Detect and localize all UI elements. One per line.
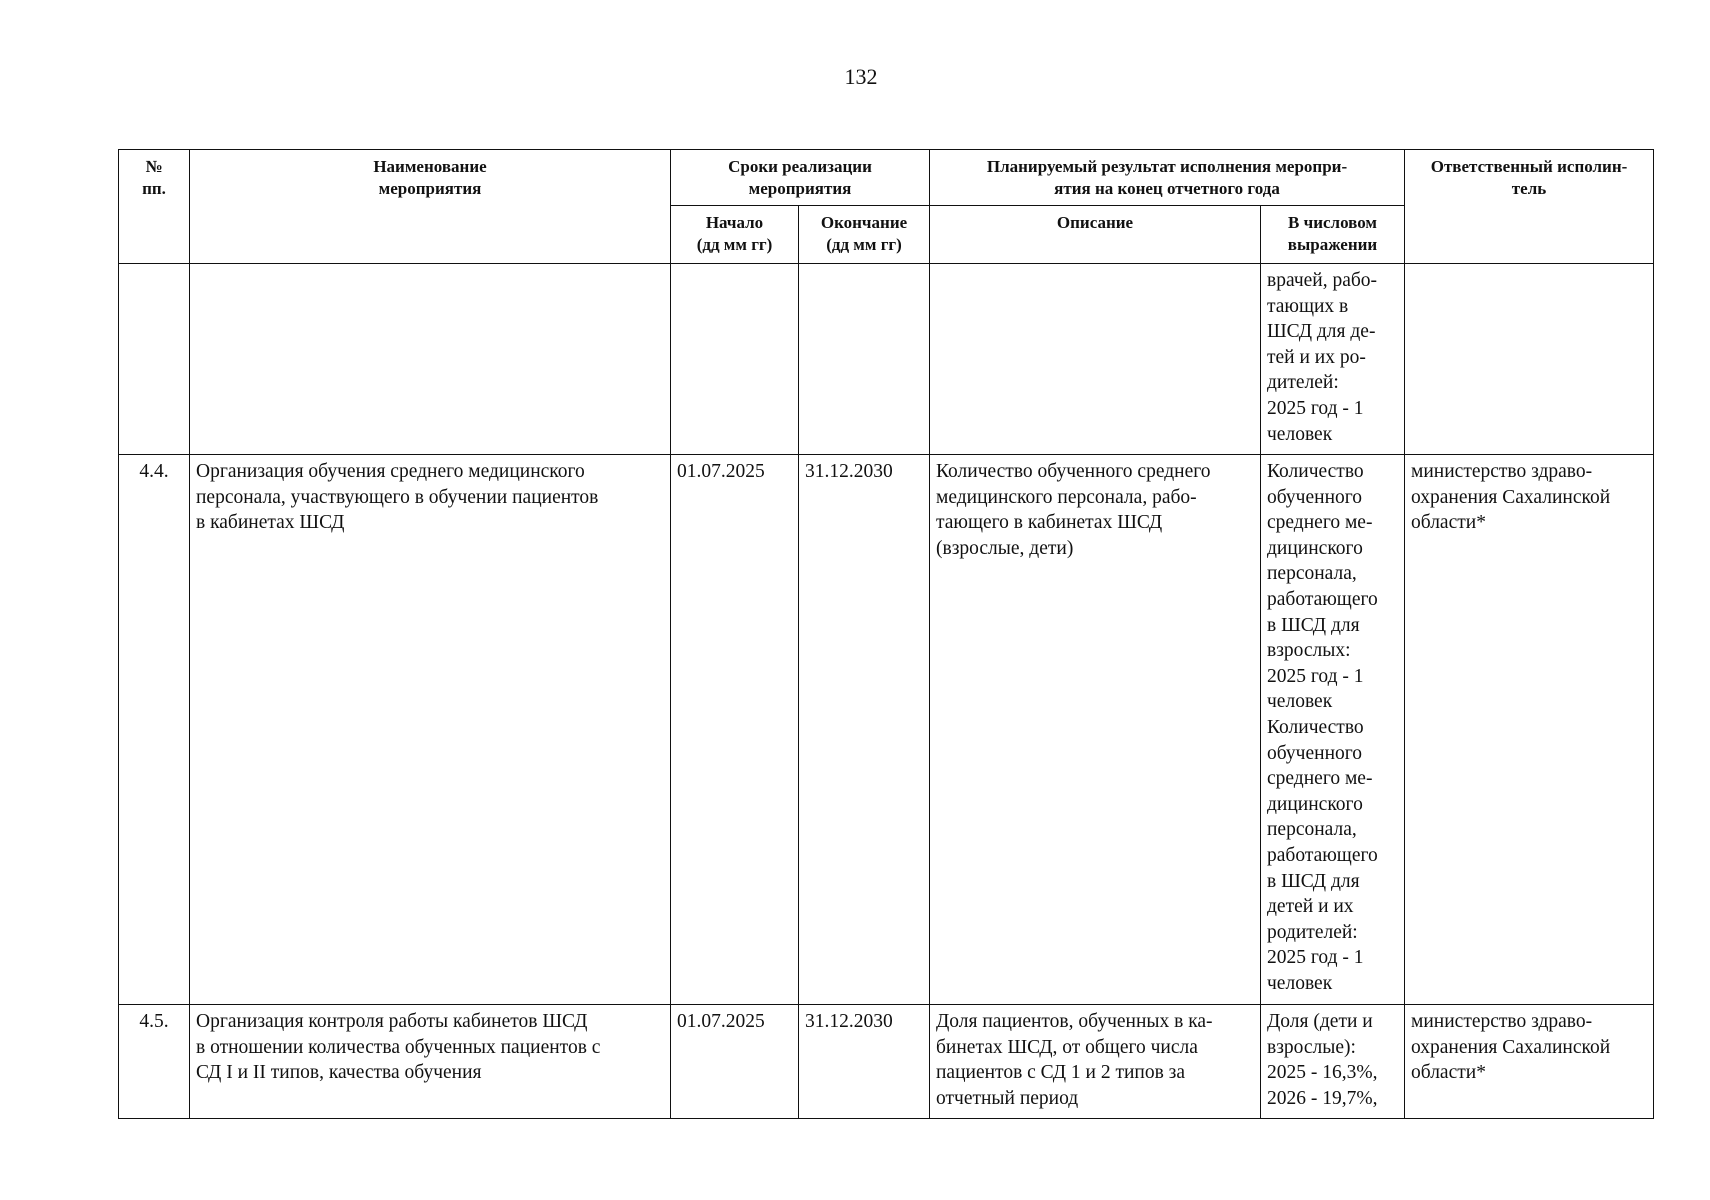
header-num: № пп.: [119, 150, 190, 264]
row-executor: министерство здраво- охранения Сахалинской области*: [1405, 1005, 1654, 1119]
row-num: 4.5.: [119, 1005, 190, 1119]
row-end: [799, 264, 930, 455]
table-row: [119, 264, 1654, 455]
header-executor: Ответственный исполин- тель: [1405, 150, 1654, 264]
row-name: Организация контроля работы кабинетов ШСД в отношении количества обученных пациентов с СД I и II типов, качества обучения: [190, 1005, 671, 1119]
row-name: Организация обучения среднего медицинского персонала, участвующего в обучении пациентов в кабинетах ШСД: [190, 455, 671, 1005]
table-row: [119, 455, 1654, 1005]
header-end: Окончание (дд мм гг): [799, 206, 930, 264]
row-executor: министерство здраво- охранения Сахалинской области*: [1405, 455, 1654, 1005]
row-executor: [1405, 264, 1654, 455]
header-row-top: [119, 150, 1654, 206]
header-start: Начало (дд мм гг): [671, 206, 799, 264]
row-start: 01.07.2025: [671, 455, 799, 1005]
row-description: Количество обученного среднего медицинского персонала, рабо- тающего в кабинетах ШСД (взрослые, дети): [930, 455, 1261, 1005]
row-numeric: врачей, рабо- тающих в ШСД для де- тей и их ро- дителей: 2025 год - 1 человек: [1261, 264, 1405, 455]
header-result: Планируемый результат исполнения меропри- ятия на конец отчетного года: [930, 150, 1405, 206]
row-num: 4.4.: [119, 455, 190, 1005]
row-name: [190, 264, 671, 455]
activities-table: [118, 149, 1654, 1119]
header-name: Наименование мероприятия: [190, 150, 671, 264]
table-row: [119, 1005, 1654, 1119]
row-start: 01.07.2025: [671, 1005, 799, 1119]
page-number: 132: [844, 64, 878, 89]
row-description: Доля пациентов, обученных в ка- бинетах ШСД, от общего числа пациентов с СД 1 и 2 типов за отчетный период: [930, 1005, 1261, 1119]
header-terms: Сроки реализации мероприятия: [671, 150, 930, 206]
header-description: Описание: [930, 206, 1261, 264]
row-numeric: Количество обученного среднего ме- дицинского персонала, работающего в ШСД для взрослых: 2025 год - 1 человек Количество обученного среднего ме- дицинского персонала, работающего в ШСД для детей и их родителей: 2025 год - 1 человек: [1261, 455, 1405, 1005]
row-description: [930, 264, 1261, 455]
row-end: 31.12.2030: [799, 455, 930, 1005]
header-numeric: В числовом выражении: [1261, 206, 1405, 264]
row-start: [671, 264, 799, 455]
row-num: [119, 264, 190, 455]
row-end: 31.12.2030: [799, 1005, 930, 1119]
row-numeric: Доля (дети и взрослые): 2025 - 16,3%, 2026 - 19,7%,: [1261, 1005, 1405, 1119]
